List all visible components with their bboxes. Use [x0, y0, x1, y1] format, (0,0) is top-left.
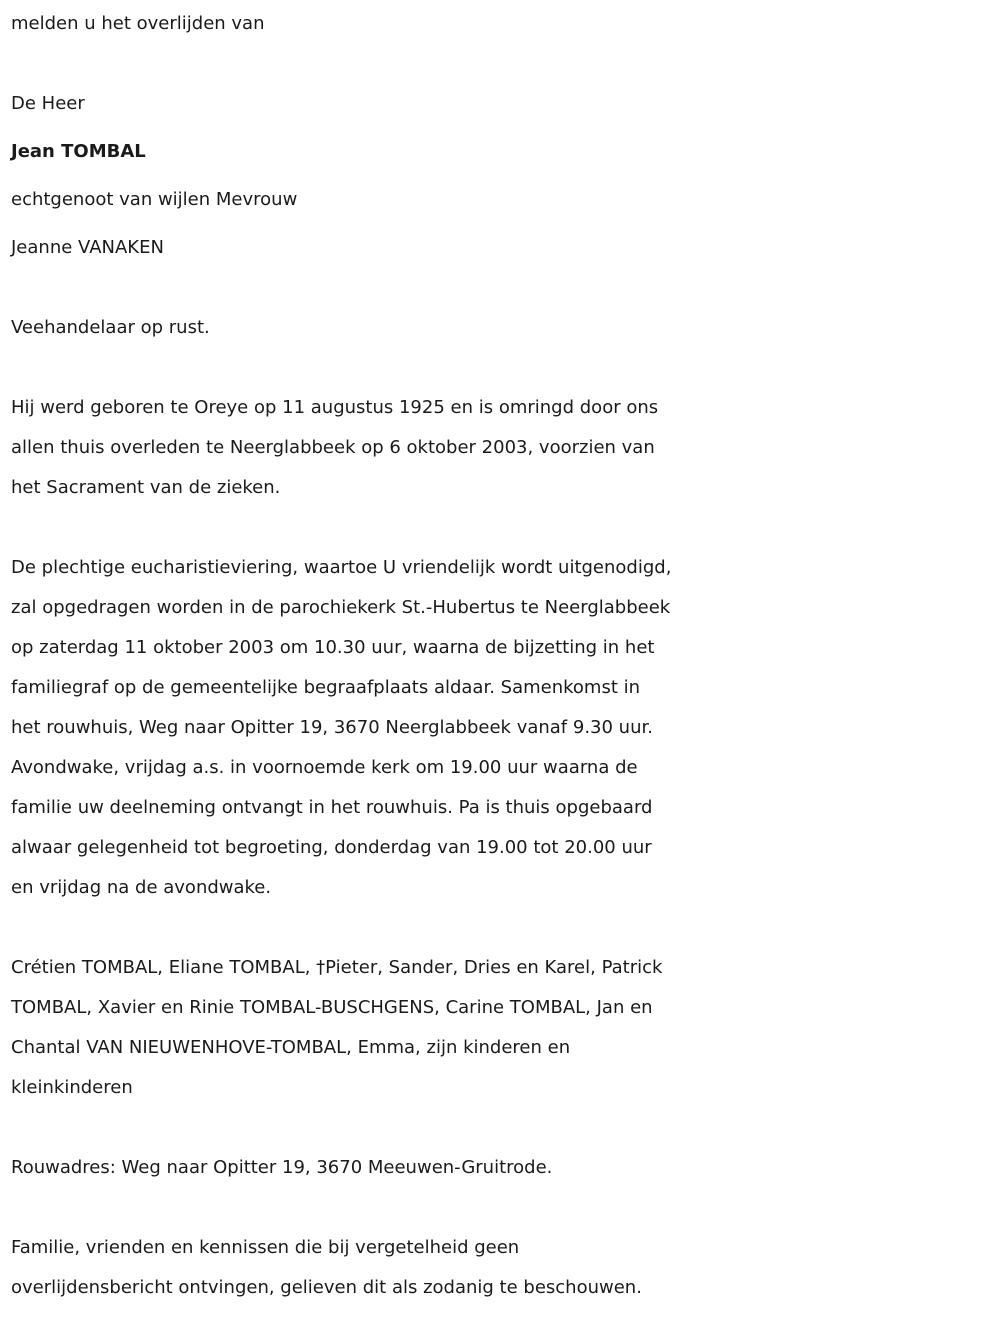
- obituary-document: [11, 0, 996, 1308]
- spacer: [11, 1188, 996, 1228]
- honorific-title: De Heer: [11, 93, 85, 114]
- paragraph-line: op zaterdag 11 oktober 2003 om 10.30 uur, waarna de bijzetting in het: [11, 637, 655, 658]
- paragraph-line: het Sacrament van de zieken.: [11, 477, 281, 498]
- spouse-line-1: echtgenoot van wijlen Mevrouw: [11, 189, 298, 210]
- paragraph-line: Crétien TOMBAL, Eliane TOMBAL, †Pieter, Sander, Dries en Karel, Patrick: [11, 957, 663, 978]
- paragraph-line: familiegraf op de gemeentelijke begraafplaats aldaar. Samenkomst in: [11, 677, 641, 698]
- ceremony-paragraph: [11, 548, 996, 908]
- paragraph-line: Avondwake, vrijdag a.s. in voornoemde kerk om 19.00 uur waarna de: [11, 757, 638, 778]
- paragraph-line: familie uw deelneming ontvangt in het rouwhuis. Pa is thuis opgebaard: [11, 797, 653, 818]
- spacer: [11, 1108, 996, 1148]
- paragraph-line: De plechtige eucharistieviering, waartoe U vriendelijk wordt uitgenodigd,: [11, 557, 672, 578]
- occupation-text: Veehandelaar op rust.: [11, 317, 210, 338]
- spacer: [11, 44, 996, 84]
- spouse-line-2: Jeanne VANAKEN: [11, 237, 164, 258]
- paragraph-line: zal opgedragen worden in de parochiekerk St.-Hubertus te Neerglabbeek: [11, 597, 671, 618]
- paragraph-line: het rouwhuis, Weg naar Opitter 19, 3670 Neerglabbeek vanaf 9.30 uur.: [11, 717, 653, 738]
- family-paragraph: [11, 948, 996, 1108]
- intro-text: melden u het overlijden van: [11, 13, 265, 34]
- spacer: [11, 908, 996, 948]
- spacer: [11, 508, 996, 548]
- spacer: [11, 268, 996, 308]
- paragraph-line: Familie, vrienden en kennissen die bij vergetelheid geen: [11, 1237, 520, 1258]
- deceased-name: Jean TOMBAL: [11, 141, 146, 162]
- spacer: [11, 348, 996, 388]
- closing-paragraph: [11, 1228, 996, 1308]
- paragraph-line: kleinkinderen: [11, 1077, 133, 1098]
- paragraph-line: alwaar gelegenheid tot begroeting, donderdag van 19.00 tot 20.00 uur: [11, 837, 652, 858]
- mourning-address: Rouwadres: Weg naar Opitter 19, 3670 Meeuwen-Gruitrode.: [11, 1157, 553, 1178]
- birth-death-paragraph: [11, 388, 996, 508]
- paragraph-line: Chantal VAN NIEUWENHOVE-TOMBAL, Emma, zijn kinderen en: [11, 1037, 571, 1058]
- paragraph-line: en vrijdag na de avondwake.: [11, 877, 272, 898]
- paragraph-line: TOMBAL, Xavier en Rinie TOMBAL-BUSCHGENS, Carine TOMBAL, Jan en: [11, 997, 653, 1018]
- paragraph-line: allen thuis overleden te Neerglabbeek op 6 oktober 2003, voorzien van: [11, 437, 655, 458]
- paragraph-line: overlijdensbericht ontvingen, gelieven dit als zodanig te beschouwen.: [11, 1277, 642, 1298]
- paragraph-line: Hij werd geboren te Oreye op 11 augustus 1925 en is omringd door ons: [11, 397, 659, 418]
